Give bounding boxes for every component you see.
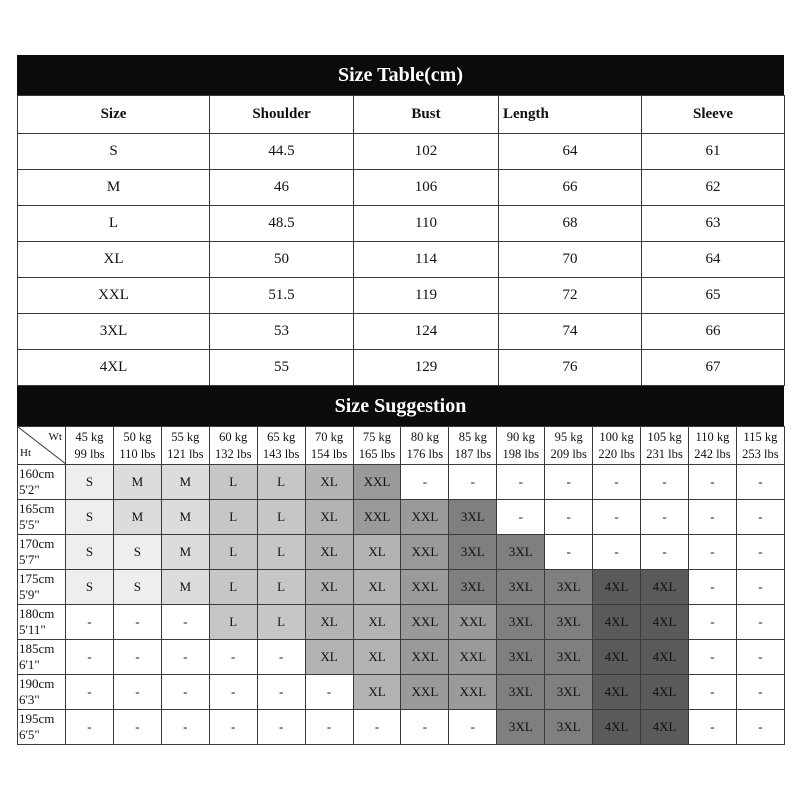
suggestion-cell: 4XL <box>641 640 689 675</box>
suggestion-cell: 3XL <box>497 605 545 640</box>
suggestion-cell: - <box>161 710 209 745</box>
suggestion-cell: M <box>113 465 161 500</box>
size-table-row <box>18 350 785 386</box>
weight-lbs: 253 lbs <box>742 446 779 461</box>
height-row <box>18 465 785 500</box>
suggestion-cell: 3XL <box>497 640 545 675</box>
weight-header-cell <box>641 427 689 465</box>
weight-lbs: 220 lbs <box>598 446 635 461</box>
weight-lbs: 154 lbs <box>310 446 348 461</box>
suggestion-cell: - <box>736 605 784 640</box>
suggestion-cell: S <box>113 535 161 570</box>
suggestion-cell: - <box>736 535 784 570</box>
suggestion-cell: - <box>545 465 593 500</box>
size-table-header-row <box>18 96 785 134</box>
suggestion-cell: 3XL <box>545 640 593 675</box>
suggestion-cell: S <box>66 500 114 535</box>
corner-weight-label: Wt <box>48 431 62 443</box>
suggestion-cell: - <box>688 675 736 710</box>
suggestion-cell: 3XL <box>545 710 593 745</box>
weight-header-cell <box>305 427 353 465</box>
size-suggestion-title: Size Suggestion <box>17 386 784 426</box>
weight-header-cell <box>593 427 641 465</box>
suggestion-cell: - <box>257 710 305 745</box>
suggestion-cell: - <box>113 640 161 675</box>
size-table-cell: 44.5 <box>210 134 354 170</box>
suggestion-cell: XXL <box>401 500 449 535</box>
size-table-cell: XL <box>18 242 210 278</box>
weight-lbs: 176 lbs <box>406 446 444 461</box>
size-table-cell: S <box>18 134 210 170</box>
suggestion-cell: - <box>688 500 736 535</box>
suggestion-cell: L <box>209 500 257 535</box>
weight-kg: 85 kg <box>458 429 487 444</box>
suggestion-cell: M <box>113 500 161 535</box>
height-row <box>18 675 785 710</box>
suggestion-cell: - <box>161 640 209 675</box>
suggestion-cell: XL <box>305 535 353 570</box>
weight-lbs: 165 lbs <box>358 446 396 461</box>
suggestion-cell: - <box>209 640 257 675</box>
suggestion-cell: L <box>257 465 305 500</box>
suggestion-cell: - <box>736 710 784 745</box>
height-ft: 5'5" <box>19 517 40 532</box>
weight-kg: 65 kg <box>267 429 296 444</box>
suggestion-cell: - <box>449 465 497 500</box>
suggestion-cell: - <box>66 605 114 640</box>
suggestion-cell: XL <box>305 640 353 675</box>
weight-header-cell <box>401 427 449 465</box>
weight-lbs: 231 lbs <box>646 446 683 461</box>
size-table-cell: 66 <box>499 170 642 206</box>
weight-kg: 90 kg <box>506 429 535 444</box>
size-table-cell: 64 <box>499 134 642 170</box>
suggestion-cell: 4XL <box>641 675 689 710</box>
height-row <box>18 570 785 605</box>
suggestion-cell: 3XL <box>449 570 497 605</box>
suggestion-cell: 3XL <box>545 605 593 640</box>
suggestion-cell: XL <box>353 570 401 605</box>
weight-kg: 50 kg <box>123 429 152 444</box>
size-table-cell: 106 <box>354 170 499 206</box>
height-ft: 5'7" <box>19 552 40 567</box>
suggestion-cell: - <box>401 710 449 745</box>
suggestion-cell: XL <box>305 500 353 535</box>
suggestion-cell: S <box>66 535 114 570</box>
height-ft: 5'11" <box>19 622 46 637</box>
suggestion-cell: 4XL <box>593 710 641 745</box>
weight-header-cell <box>688 427 736 465</box>
suggestion-cell: - <box>688 465 736 500</box>
suggestion-cell: XL <box>305 465 353 500</box>
suggestion-cell: L <box>209 570 257 605</box>
weight-header-cell <box>209 427 257 465</box>
suggestion-cell: - <box>545 500 593 535</box>
suggestion-cell: L <box>257 535 305 570</box>
size-table-row <box>18 206 785 242</box>
height-cm: 185cm <box>19 641 55 656</box>
size-table-cell: M <box>18 170 210 206</box>
suggestion-cell: XXL <box>401 570 449 605</box>
weight-kg: 60 kg <box>219 429 248 444</box>
suggestion-cell: - <box>257 640 305 675</box>
weight-lbs: 132 lbs <box>214 446 252 461</box>
size-table-cell: 124 <box>354 314 499 350</box>
size-table-cell: 51.5 <box>210 278 354 314</box>
size-table-cell: 74 <box>499 314 642 350</box>
height-label-cell <box>18 640 66 675</box>
suggestion-cell: XXL <box>401 675 449 710</box>
height-cm: 160cm <box>19 466 55 481</box>
suggestion-cell: 3XL <box>449 500 497 535</box>
weight-header-cell <box>66 427 114 465</box>
size-suggestion-table <box>17 426 785 745</box>
size-table-cell: 61 <box>642 134 785 170</box>
suggestion-cell: - <box>401 465 449 500</box>
suggestion-cell: 3XL <box>449 535 497 570</box>
suggestion-cell: XXL <box>401 535 449 570</box>
suggestion-cell: - <box>497 465 545 500</box>
suggestion-cell: XXL <box>401 640 449 675</box>
size-table-cell: 65 <box>642 278 785 314</box>
suggestion-cell: - <box>353 710 401 745</box>
size-table-cell: 50 <box>210 242 354 278</box>
weight-lbs: 121 lbs <box>167 446 204 461</box>
height-label-cell <box>18 500 66 535</box>
weight-kg: 110 kg <box>695 429 730 444</box>
size-chart <box>17 55 784 745</box>
suggestion-cell: - <box>688 640 736 675</box>
suggestion-cell: 4XL <box>593 605 641 640</box>
suggestion-cell: S <box>113 570 161 605</box>
height-row <box>18 535 785 570</box>
height-cm: 190cm <box>19 676 55 691</box>
suggestion-cell: L <box>257 605 305 640</box>
height-cm: 175cm <box>19 571 55 586</box>
weight-kg: 100 kg <box>599 429 634 444</box>
suggestion-cell: 3XL <box>497 535 545 570</box>
suggestion-cell: - <box>449 710 497 745</box>
size-table-row <box>18 314 785 350</box>
suggestion-cell: XL <box>305 570 353 605</box>
size-table-cell: 110 <box>354 206 499 242</box>
suggestion-cell: - <box>113 675 161 710</box>
height-ft: 6'1" <box>19 657 40 672</box>
suggestion-cell: - <box>545 535 593 570</box>
suggestion-cell: - <box>66 640 114 675</box>
suggestion-cell: 4XL <box>641 605 689 640</box>
weight-kg: 75 kg <box>362 429 392 444</box>
suggestion-cell: XXL <box>353 465 401 500</box>
suggestion-cell: - <box>736 500 784 535</box>
weight-header-cell <box>353 427 401 465</box>
weight-lbs: 198 lbs <box>502 446 539 461</box>
size-table-cell: 129 <box>354 350 499 386</box>
height-ft: 6'5" <box>19 727 40 742</box>
suggestion-cell: - <box>161 605 209 640</box>
weight-lbs: 209 lbs <box>550 446 587 461</box>
weight-kg: 55 kg <box>171 429 200 444</box>
size-table-row <box>18 242 785 278</box>
suggestion-cell: XXL <box>449 605 497 640</box>
height-label-cell <box>18 675 66 710</box>
suggestion-cell: 3XL <box>497 675 545 710</box>
suggestion-cell: 3XL <box>497 710 545 745</box>
size-table-row <box>18 278 785 314</box>
corner-cell <box>18 427 66 465</box>
size-table-cell: 3XL <box>18 314 210 350</box>
suggestion-cell: XXL <box>449 640 497 675</box>
weight-header-cell <box>497 427 545 465</box>
size-table-row <box>18 134 785 170</box>
size-table-cell: 102 <box>354 134 499 170</box>
size-table-cell: 63 <box>642 206 785 242</box>
suggestion-cell: 4XL <box>593 570 641 605</box>
height-label-cell <box>18 465 66 500</box>
suggestion-cell: L <box>209 535 257 570</box>
suggestion-cell: - <box>497 500 545 535</box>
size-table-cell: 114 <box>354 242 499 278</box>
suggestion-cell: - <box>641 535 689 570</box>
weight-kg: 45 kg <box>75 429 104 444</box>
suggestion-cell: - <box>736 675 784 710</box>
suggestion-cell: L <box>209 605 257 640</box>
height-ft: 5'9" <box>19 587 40 602</box>
size-table-cell: 46 <box>210 170 354 206</box>
suggestion-cell: M <box>161 500 209 535</box>
height-row <box>18 605 785 640</box>
weight-lbs: 99 lbs <box>74 446 105 461</box>
suggestion-cell: - <box>688 570 736 605</box>
size-table-cell: 76 <box>499 350 642 386</box>
weight-header-cell <box>257 427 305 465</box>
suggestion-cell: - <box>688 710 736 745</box>
weight-header-cell <box>545 427 593 465</box>
height-row <box>18 710 785 745</box>
suggestion-cell: L <box>257 500 305 535</box>
suggestion-cell: - <box>113 605 161 640</box>
weight-header-row <box>18 427 785 465</box>
weight-lbs: 143 lbs <box>262 446 300 461</box>
suggestion-cell: XXL <box>449 675 497 710</box>
weight-kg: 105 kg <box>647 429 682 444</box>
weight-header-cell <box>736 427 784 465</box>
height-row <box>18 500 785 535</box>
height-cm: 165cm <box>19 501 55 516</box>
suggestion-cell: - <box>66 710 114 745</box>
suggestion-cell: - <box>736 570 784 605</box>
header-sleeve: Sleeve <box>642 96 785 134</box>
suggestion-cell: - <box>257 675 305 710</box>
size-table-row <box>18 170 785 206</box>
size-table-cell: XXL <box>18 278 210 314</box>
size-table-cell: 55 <box>210 350 354 386</box>
size-table-cell: L <box>18 206 210 242</box>
height-label-cell <box>18 710 66 745</box>
weight-lbs: 242 lbs <box>694 446 731 461</box>
suggestion-cell: - <box>736 640 784 675</box>
suggestion-cell: 3XL <box>545 570 593 605</box>
suggestion-cell: - <box>305 710 353 745</box>
height-cm: 195cm <box>19 711 55 726</box>
height-ft: 6'3" <box>19 692 40 707</box>
suggestion-cell: - <box>688 535 736 570</box>
size-table-cell: 62 <box>642 170 785 206</box>
weight-lbs: 187 lbs <box>454 446 492 461</box>
suggestion-cell: - <box>113 710 161 745</box>
suggestion-cell: - <box>209 710 257 745</box>
size-table-cell: 48.5 <box>210 206 354 242</box>
size-table-cell: 53 <box>210 314 354 350</box>
suggestion-cell: XL <box>353 605 401 640</box>
suggestion-cell: 3XL <box>497 570 545 605</box>
suggestion-cell: S <box>66 465 114 500</box>
size-table-cell: 70 <box>499 242 642 278</box>
suggestion-cell: M <box>161 535 209 570</box>
suggestion-cell: XL <box>305 605 353 640</box>
size-table-cell: 64 <box>642 242 785 278</box>
suggestion-cell: - <box>305 675 353 710</box>
suggestion-cell: XXL <box>353 500 401 535</box>
size-table-cell: 4XL <box>18 350 210 386</box>
header-length: Length <box>499 96 642 134</box>
height-label-cell <box>18 570 66 605</box>
weight-header-cell <box>449 427 497 465</box>
suggestion-cell: XXL <box>401 605 449 640</box>
suggestion-cell: XL <box>353 535 401 570</box>
suggestion-cell: 4XL <box>593 675 641 710</box>
suggestion-cell: - <box>209 675 257 710</box>
suggestion-cell: - <box>593 500 641 535</box>
height-row <box>18 640 785 675</box>
weight-kg: 95 kg <box>554 429 583 444</box>
header-shoulder: Shoulder <box>210 96 354 134</box>
suggestion-cell: - <box>593 535 641 570</box>
size-table-cell: 67 <box>642 350 785 386</box>
weight-kg: 80 kg <box>410 429 439 444</box>
weight-kg: 115 kg <box>743 429 778 444</box>
suggestion-cell: M <box>161 570 209 605</box>
suggestion-cell: XL <box>353 675 401 710</box>
suggestion-cell: - <box>66 675 114 710</box>
suggestion-cell: S <box>66 570 114 605</box>
weight-kg: 70 kg <box>315 429 344 444</box>
weight-header-cell <box>113 427 161 465</box>
suggestion-cell: 3XL <box>545 675 593 710</box>
height-label-cell <box>18 535 66 570</box>
weight-header-cell <box>161 427 209 465</box>
height-label-cell <box>18 605 66 640</box>
height-ft: 5'2" <box>19 482 40 497</box>
suggestion-cell: L <box>209 465 257 500</box>
size-table-cell: 72 <box>499 278 642 314</box>
suggestion-cell: - <box>641 465 689 500</box>
suggestion-cell: XL <box>353 640 401 675</box>
size-table <box>17 95 785 386</box>
suggestion-cell: - <box>641 500 689 535</box>
size-table-title: Size Table(cm) <box>17 55 784 95</box>
suggestion-cell: M <box>161 465 209 500</box>
size-table-cell: 66 <box>642 314 785 350</box>
size-table-cell: 119 <box>354 278 499 314</box>
height-cm: 180cm <box>19 606 55 621</box>
suggestion-cell: L <box>257 570 305 605</box>
suggestion-cell: 4XL <box>641 710 689 745</box>
header-size: Size <box>18 96 210 134</box>
suggestion-cell: 4XL <box>593 640 641 675</box>
suggestion-cell: - <box>688 605 736 640</box>
header-bust: Bust <box>354 96 499 134</box>
weight-lbs: 110 lbs <box>119 446 156 461</box>
suggestion-cell: 4XL <box>641 570 689 605</box>
suggestion-cell: - <box>593 465 641 500</box>
height-cm: 170cm <box>19 536 55 551</box>
size-table-cell: 68 <box>499 206 642 242</box>
suggestion-cell: - <box>161 675 209 710</box>
suggestion-cell: - <box>736 465 784 500</box>
corner-height-label: Ht <box>20 447 31 459</box>
